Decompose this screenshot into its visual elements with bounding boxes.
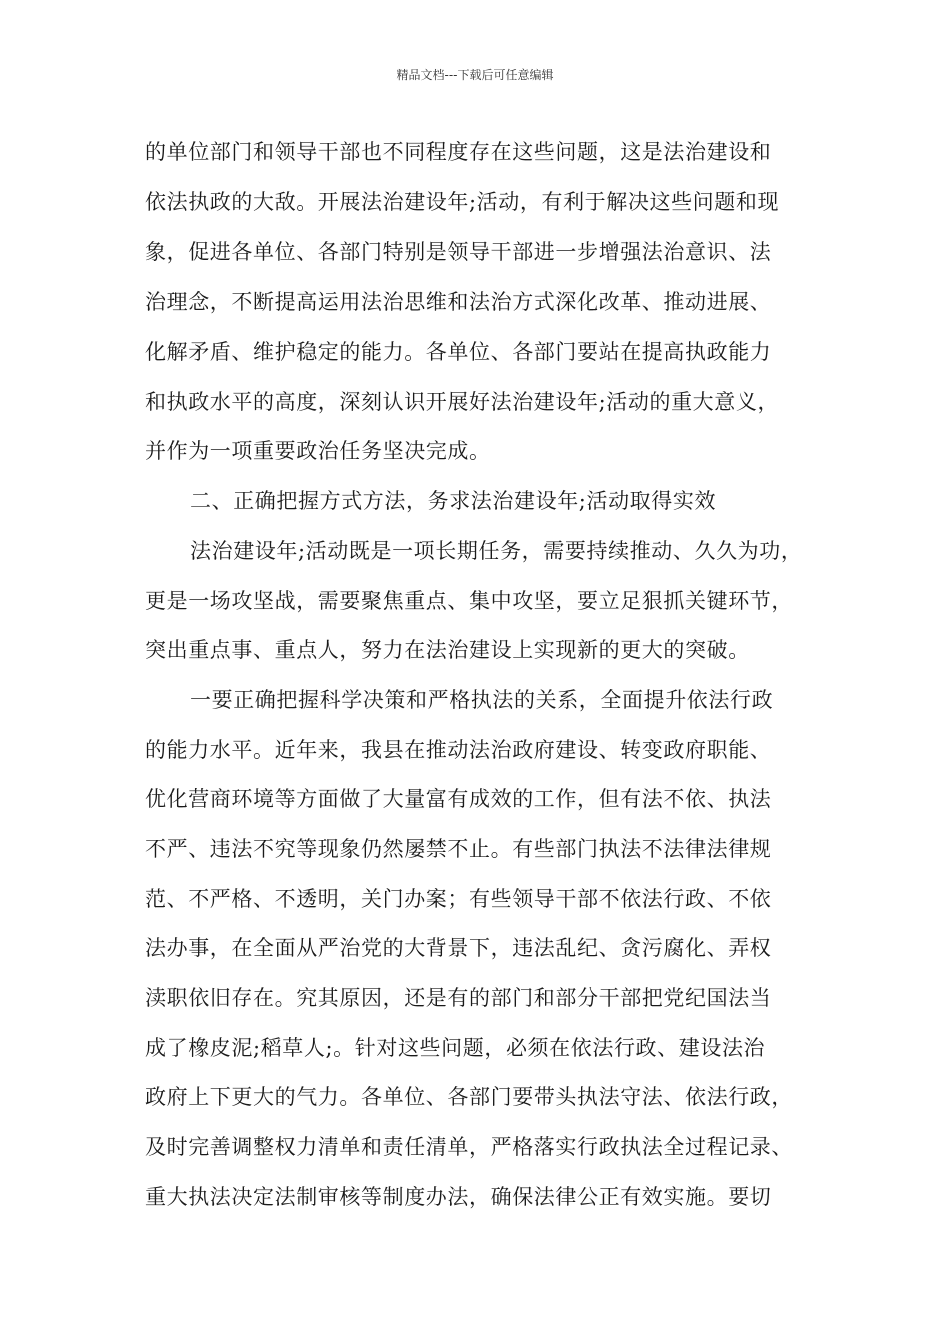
text-line: 成了橡皮泥;稻草人;。针对这些问题，必须在依法行政、建设法治 (145, 1036, 766, 1060)
text-line: 及时完善调整权力清单和责任清单，严格落实行政执法全过程记录、 (145, 1135, 793, 1159)
text-line: 治理念，不断提高运用法治思维和法治方式深化改革、推动进展、 (145, 290, 772, 314)
text-line: 优化营商环境等方面做了大量富有成效的工作，但有法不依、执法 (145, 787, 772, 811)
text-line: 更是一场攻坚战，需要聚焦重点、集中攻坚，要立足狠抓关键环节， (145, 589, 793, 613)
text-line: 渎职依旧存在。究其原因，还是有的部门和部分干部把党纪国法当 (145, 986, 772, 1010)
paragraph-start-line: 法治建设年;活动既是一项长期任务，需要持续推动、久久为功， (190, 539, 803, 563)
page-header: 精品文档---下载后可任意编辑 (396, 68, 554, 82)
text-line: 政府上下更大的气力。各单位、各部门要带头执法守法、依法行政， (145, 1085, 793, 1109)
text-line: 并作为一项重要政治任务坚决完成。 (145, 439, 491, 463)
text-line: 依法执政的大敌。开展法治建设年;活动，有利于解决这些问题和现 (145, 190, 780, 214)
text-line: 突出重点事、重点人，努力在法治建设上实现新的更大的突破。 (145, 638, 750, 662)
text-line: 和执政水平的高度，深刻认识开展好法治建设年;活动的重大意义， (145, 390, 780, 414)
text-line: 的能力水平。近年来，我县在推动法治政府建设、转变政府职能、 (145, 738, 772, 762)
text-line: 范、不严格、不透明，关门办案；有些领导干部不依法行政、不依 (145, 887, 772, 911)
text-line: 的单位部门和领导干部也不同程度存在这些问题，这是法治建设和 (145, 140, 772, 164)
text-line: 法办事，在全面从严治党的大背景下，违法乱纪、贪污腐化、弄权 (145, 936, 772, 960)
text-line: 象，促进各单位、各部门特别是领导干部进一步增强法治意识、法 (145, 240, 772, 264)
text-line: 化解矛盾、维护稳定的能力。各单位、各部门要站在提高执政能力 (145, 340, 772, 364)
paragraph-start-line: 一要正确把握科学决策和严格执法的关系，全面提升依法行政 (190, 688, 774, 712)
text-line: 不严、违法不究等现象仍然屡禁不止。有些部门执法不法律法律规 (145, 837, 772, 861)
section-heading: 二、正确把握方式方法，务求法治建设年;活动取得实效 (190, 489, 717, 513)
text-line: 重大执法决定法制审核等制度办法，确保法律公正有效实施。要切 (145, 1185, 772, 1209)
